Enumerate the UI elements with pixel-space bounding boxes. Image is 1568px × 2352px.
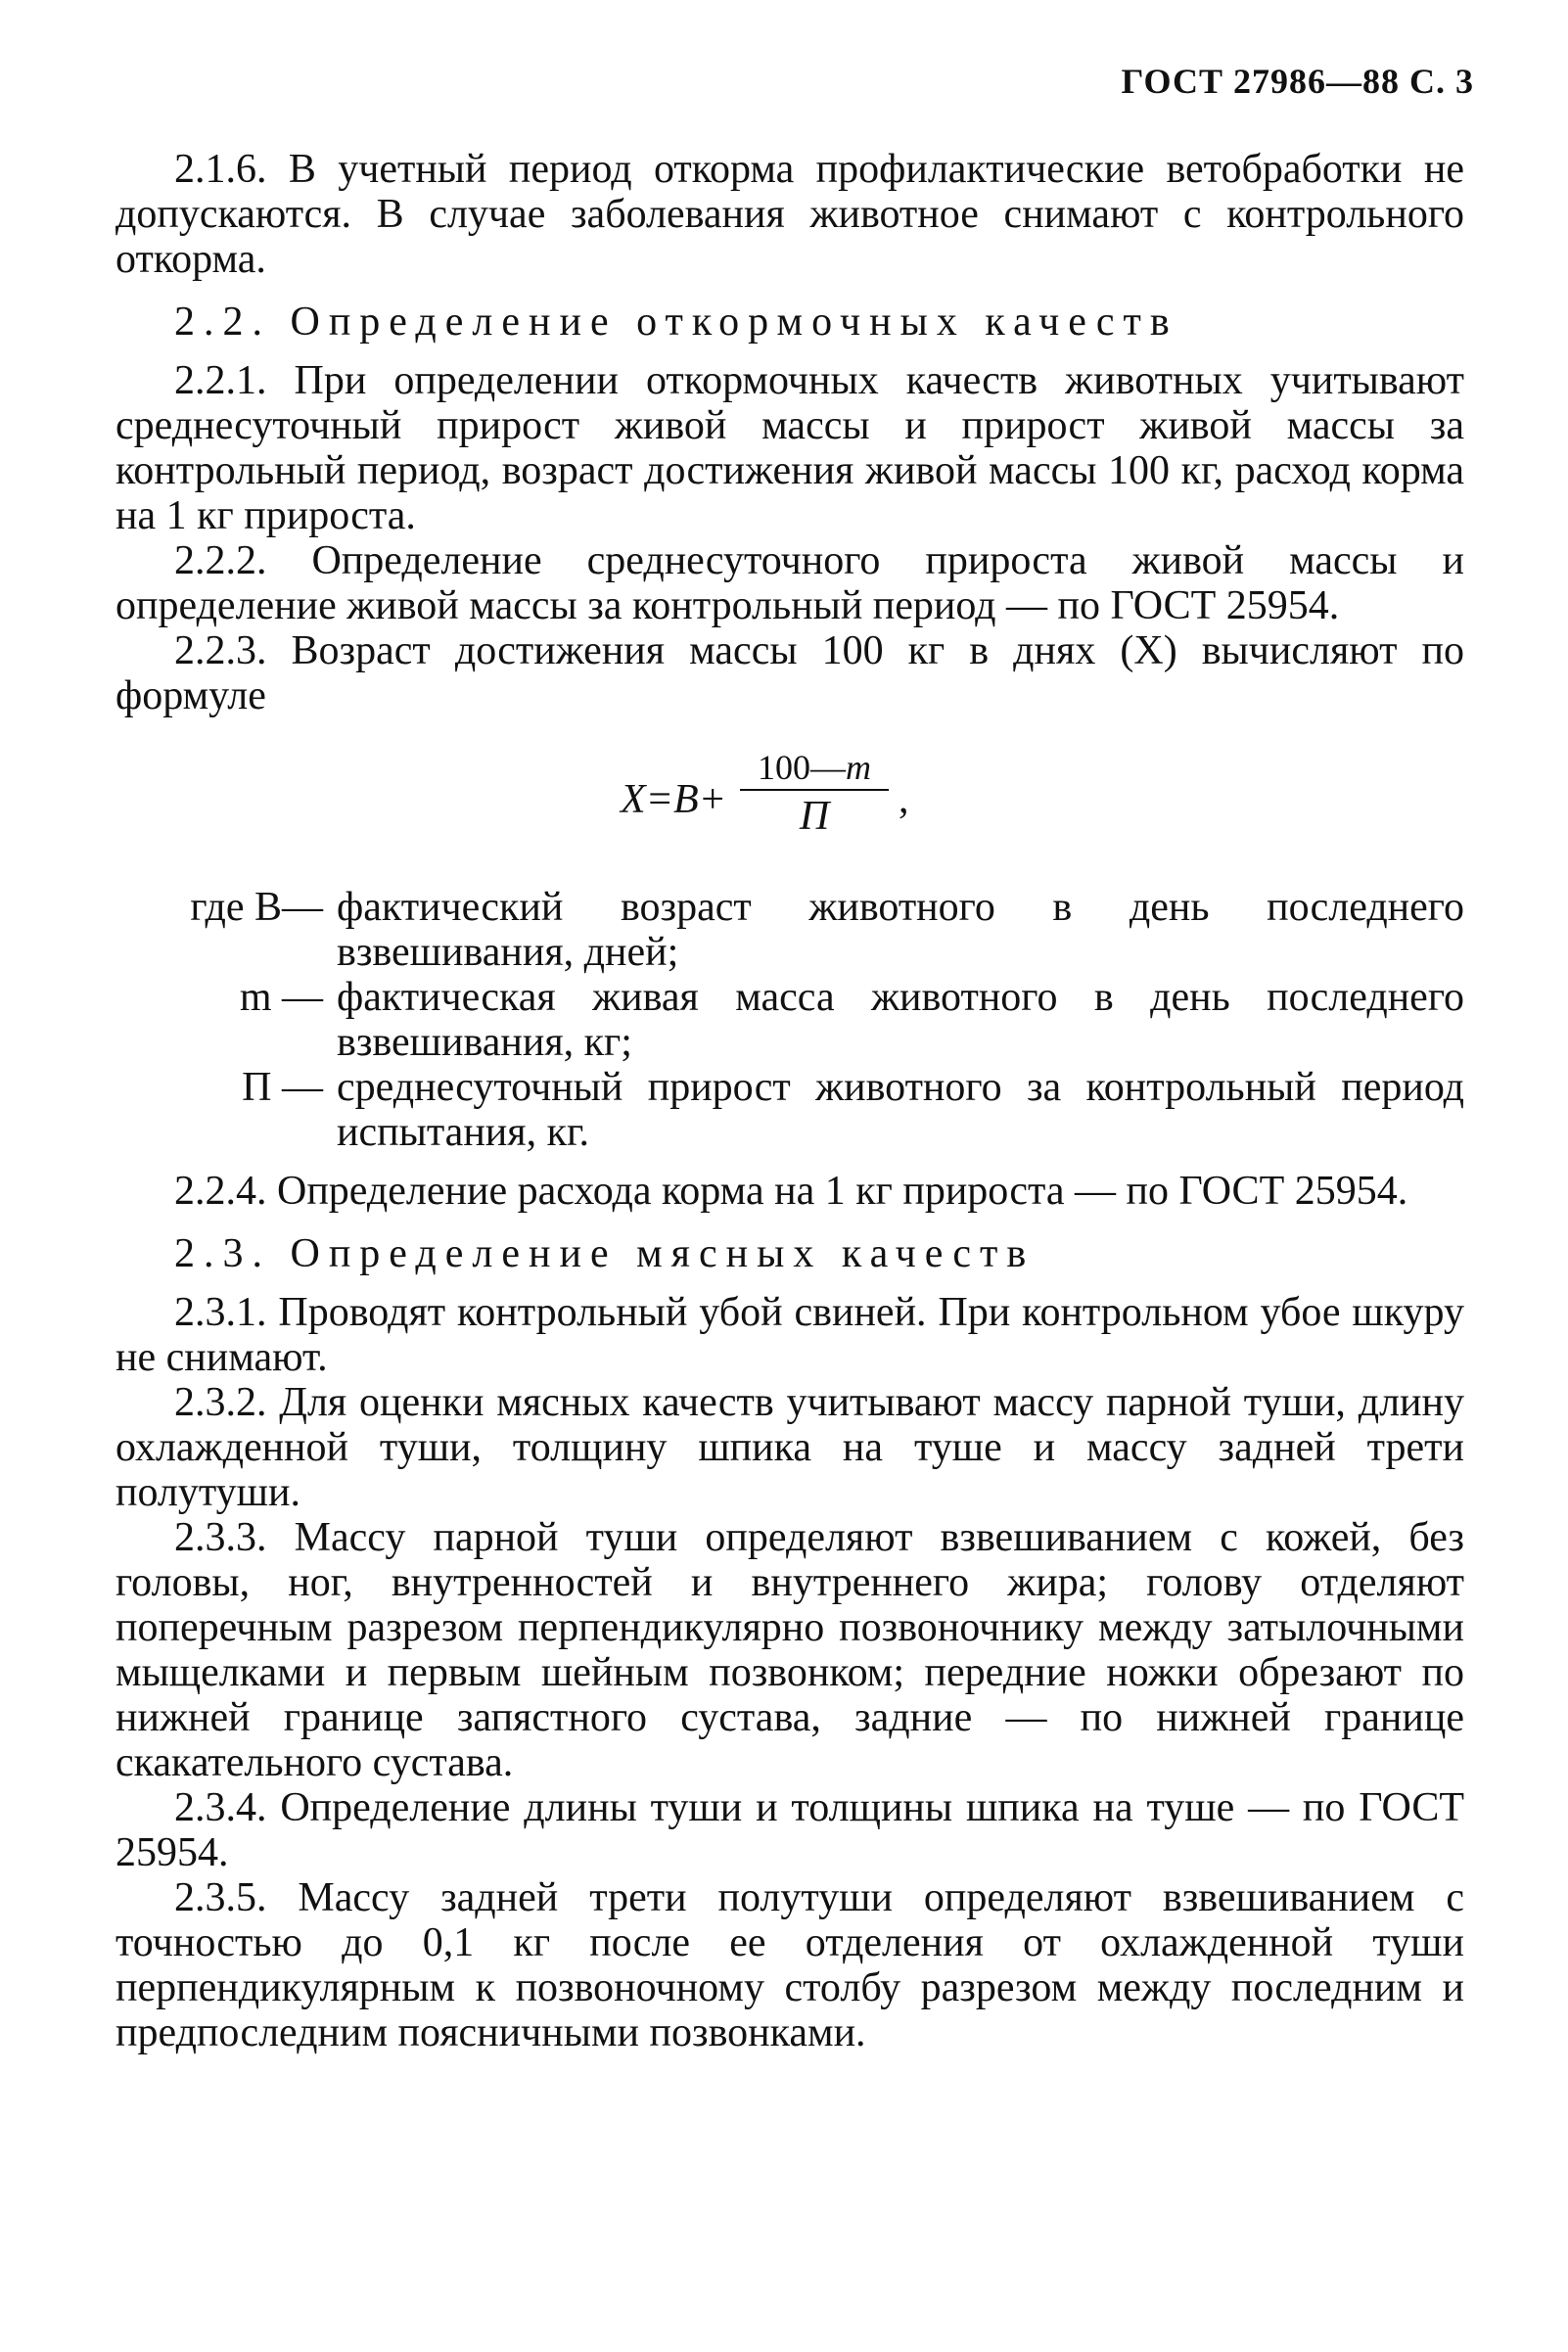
heading-2-2: 2.2. Определение откормочных качеств [174, 300, 1178, 345]
paragraph-2-2-1: 2.2.1. При определении откормочных качеств животных учитывают среднесуточный прирост живой массы и прирост живой массы за контрольный период, возраст достижения живой массы 100 кг, расход корма на 1 кг прироста. [115, 358, 1464, 538]
paragraph-2-1-6: 2.1.6. В учетный период откорма профилактические ветобработки не допускаются. В случае заболевания животное снимают с контрольного откорма. [115, 147, 1464, 282]
definition-term: где B— [190, 885, 323, 930]
heading-2-3: 2.3. Определение мясных качеств [174, 1231, 1036, 1276]
formula-lhs: X=B+ [621, 777, 726, 822]
paragraph-2-3-3: 2.3.3. Массу парной туши определяют взвешиванием с кожей, без головы, ног, внутренностей и внутреннего жира; голову отделяют поперечным разрезом перпендикулярно позвоночнику между затылочными мыщелками и первым шейным позвонком; передние ножки обрезают по нижней границе запястного сустава, задние — по нижней границе скакательного сустава. [115, 1515, 1464, 1785]
paragraph-2-3-2: 2.3.2. Для оценки мясных качеств учитывают массу парной туши, длину охлажденной туши, толщину шпика на туше и массу задней трети полутуши. [115, 1380, 1464, 1515]
formula-fraction [740, 748, 889, 838]
formula-age-100kg [115, 726, 1464, 873]
formula-numerator-var: m [846, 748, 871, 787]
running-header: ГОСТ 27986—88 С. 3 [1121, 62, 1474, 101]
definition-term: m — [239, 975, 323, 1020]
formula-numerator [740, 748, 889, 787]
definition-term: П — [242, 1065, 323, 1110]
formula-denominator: П [799, 794, 830, 839]
paragraph-2-3-1: 2.3.1. Проводят контрольный убой свиней. При контрольном убое шкуру не снимают. [115, 1290, 1464, 1380]
paragraph-2-3-4: 2.3.4. Определение длины туши и толщины шпика на туше — по ГОСТ 25954. [115, 1785, 1464, 1875]
paragraph-2-2-3: 2.2.3. Возраст достижения массы 100 кг в днях (X) вычисляют по формуле [115, 628, 1464, 718]
document-body [115, 147, 1464, 2055]
paragraph-2-2-2: 2.2.2. Определение среднесуточного прироста живой массы и определение живой массы за контрольный период — по ГОСТ 25954. [115, 538, 1464, 628]
fraction-bar [740, 789, 889, 791]
definition-row [115, 975, 1464, 1065]
definition-row [115, 1065, 1464, 1155]
definition-row [115, 885, 1464, 975]
paragraph-2-2-4: 2.2.4. Определение расхода корма на 1 кг прироста — по ГОСТ 25954. [174, 1169, 1408, 1214]
formula-numerator-const: 100— [758, 748, 846, 787]
definition-text: среднесуточный прирост животного за контрольный период испытания, кг. [337, 1065, 1464, 1155]
formula-definitions [115, 885, 1464, 1155]
paragraph-2-3-5: 2.3.5. Массу задней трети полутуши определяют взвешиванием с точностью до 0,1 кг после ее отделения от охлажденной туши перпендикулярным к позвоночному столбу разрезом между последним и предпоследним поясничными позвонками. [115, 1875, 1464, 2055]
formula-comma: , [899, 777, 909, 822]
definition-text: фактическая живая масса животного в день последнего взвешивания, кг; [337, 975, 1464, 1065]
definition-text: фактический возраст животного в день последнего взвешивания, дней; [337, 885, 1464, 975]
